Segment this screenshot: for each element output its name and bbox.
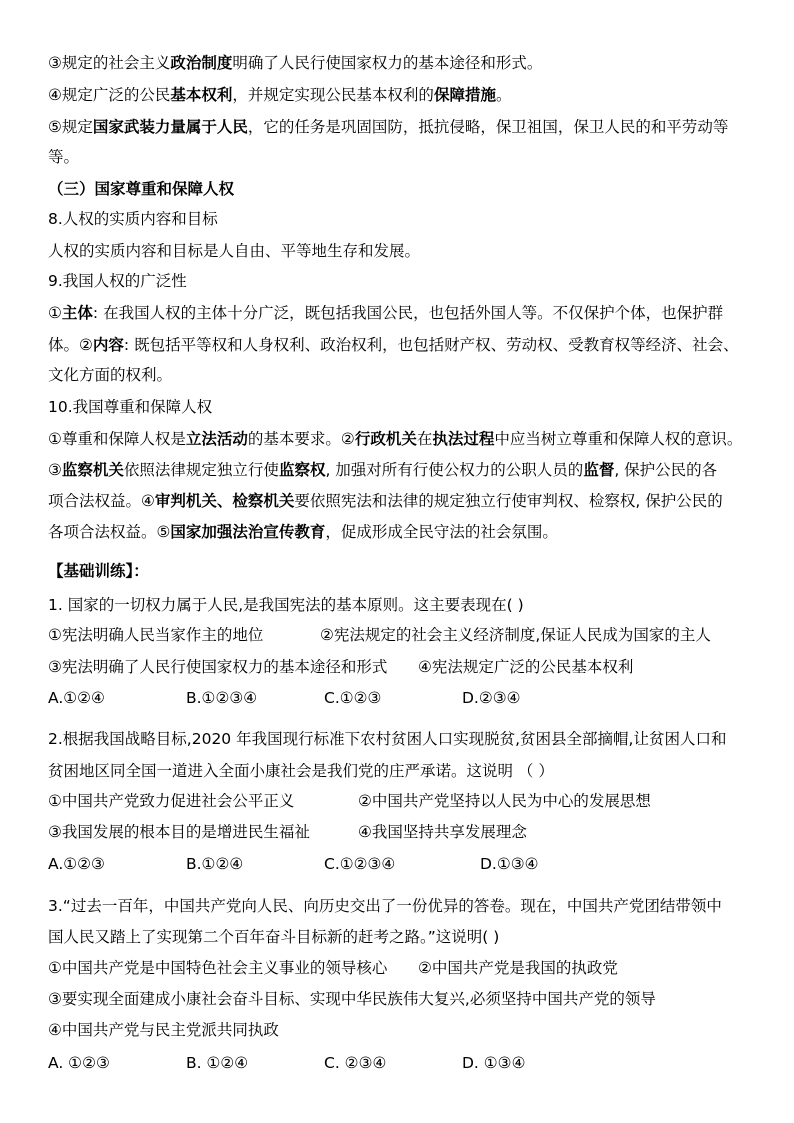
item-title: 10.我国尊重和保障人权: [48, 398, 213, 416]
bold-term: 监督: [583, 461, 615, 479]
text: 明确了人民行使国家权力的基本途径和形式。: [232, 54, 543, 72]
choice-a[interactable]: A. ①②③: [48, 1054, 110, 1072]
text: ，促成形成全民守法的社会氛围。: [325, 523, 558, 541]
bold-term: 国家武装力量属于人民: [92, 118, 248, 136]
text: ，并规定实现公民基本权利的: [232, 86, 434, 104]
text: ①尊重和保障人权是: [48, 430, 186, 448]
choice-b[interactable]: B. ①②④: [186, 1054, 249, 1072]
statement: ④我国坚持共享发展理念: [358, 823, 527, 841]
text-line: [48, 334, 739, 356]
training-heading: 【基础训练】：: [48, 562, 149, 580]
choice-c[interactable]: C. ②③④: [324, 1054, 387, 1072]
choice-b[interactable]: B.①②③④: [186, 689, 258, 707]
text: ③: [48, 461, 62, 479]
bold-term: 主体: [61, 304, 93, 322]
bold-term: 国家加强法治宣传教育: [170, 523, 326, 541]
statement: ④宪法规定广泛的公民基本权利: [418, 658, 634, 676]
choice-d[interactable]: D. ①③④: [462, 1054, 526, 1072]
bold-term: 执法过程: [432, 430, 495, 448]
text: 体。②: [48, 336, 93, 354]
statement: ①中国共产党致力促进社会公平正义: [48, 792, 295, 810]
text: , 保护公民的各: [614, 461, 718, 479]
question-stem: 国人民又踏上了实现第二个百年奋斗目标新的赶考之路。”这说明( ): [48, 928, 500, 946]
choice-a[interactable]: A.①②③: [48, 855, 105, 873]
text-line: [48, 459, 717, 481]
statement: ②宪法规定的社会主义经济制度,保证人民成为国家的主人: [320, 626, 711, 644]
bold-term: 立法活动: [185, 430, 248, 448]
bold-term: 内容: [92, 336, 124, 354]
text: 在: [416, 430, 433, 448]
bold-term: 保障措施: [433, 86, 496, 104]
bold-term: 审判机关、检察机关: [154, 492, 295, 510]
text-line: 人权的实质内容和目标是人自由、平等地生存和发展。: [48, 242, 421, 260]
text-line: [48, 521, 558, 543]
question-stem: 1. 国家的一切权力属于人民,是我国宪法的基本原则。这主要表现在( ): [48, 596, 524, 614]
text: 项合法权益。④: [48, 492, 155, 510]
text: 。: [495, 86, 512, 104]
text: ④规定广泛的公民: [48, 86, 171, 104]
bold-term: 监察权: [278, 461, 326, 479]
item-title: 8.人权的实质内容和目标: [48, 210, 218, 228]
question-stem: 2.根据我国战略目标,2020 年我国现行标准下农村贫困人口实现脱贫,贫困县全部摘帽,让贫困人口和: [48, 730, 727, 748]
text: ①: [48, 304, 62, 322]
statement: ③我国发展的根本目的是增进民生福祉: [48, 823, 310, 841]
text: : 既包括平等权和人身权利、政治权利，也包括财产权、劳动权、受教育权等经济、社会、: [123, 336, 739, 354]
statement: ①中国共产党是中国特色社会主义事业的领导核心: [48, 959, 388, 977]
text: ③规定的社会主义: [48, 54, 171, 72]
text-line: 文化方面的权利。: [48, 366, 173, 384]
statement: ③要实现全面建成小康社会奋斗目标、实现中华民族伟大复兴,必须坚持中国共产党的领导: [48, 990, 656, 1008]
choice-c[interactable]: C.①②③: [324, 689, 382, 707]
text: 各项合法权益。⑤: [48, 523, 171, 541]
question-stem: 3.“过去一百年，中国共产党向人民、向历史交出了一份优异的答卷。现在，中国共产党团结带领中: [48, 897, 722, 915]
text: 中应当树立尊重和保障人权的意识。: [494, 430, 743, 448]
text-line: [48, 116, 728, 138]
choice-d[interactable]: D.②③④: [462, 689, 521, 707]
statement: ③宪法明确了人民行使国家权力的基本途径和形式: [48, 658, 388, 676]
statement: ①宪法明确人民当家作主的地位: [48, 626, 264, 644]
text: 要依照宪法和法律的规定独立行使审判权、检察权, 保护公民的: [294, 492, 723, 510]
text-line: [48, 302, 723, 324]
choice-c[interactable]: C.①②③④: [324, 855, 396, 873]
text-line: [48, 490, 723, 512]
bold-term: 政治制度: [170, 54, 233, 72]
text: , 加强对所有行使公权力的公职人员的: [325, 461, 584, 479]
statement: ④中国共产党与民主党派共同执政: [48, 1021, 279, 1039]
text-line: [48, 52, 542, 74]
text: ⑤规定: [48, 118, 93, 136]
choice-b[interactable]: B.①②④: [186, 855, 244, 873]
statement: ②中国共产党坚持以人民为中心的发展思想: [358, 792, 651, 810]
text: 依照法律规定独立行使: [123, 461, 279, 479]
text-line: [48, 84, 511, 106]
text: : 在我国人权的主体十分广泛，既包括我国公民，也包括外国人等。不仅保护个体，也保护群: [92, 304, 724, 322]
statement: ②中国共产党是我国的执政党: [418, 959, 618, 977]
text: ，它的任务是巩固国防，抵抗侵略，保卫祖国，保卫人民的和平劳动等: [247, 118, 729, 136]
question-stem: 贫困地区同全国一道进入全面小康社会是我们党的庄严承诺。这说明 （ ）: [48, 762, 554, 780]
text-line: [48, 428, 742, 450]
bold-term: 监察机关: [61, 461, 124, 479]
text-line: 等。: [48, 148, 80, 166]
choice-d[interactable]: D.①③④: [480, 855, 539, 873]
text: 的基本要求。②: [247, 430, 355, 448]
choice-a[interactable]: A.①②④: [48, 689, 105, 707]
bold-term: 行政机关: [354, 430, 417, 448]
bold-term: 基本权利: [170, 86, 233, 104]
section-heading: （三）国家尊重和保障人权: [48, 180, 235, 198]
item-title: 9.我国人权的广泛性: [48, 272, 187, 290]
